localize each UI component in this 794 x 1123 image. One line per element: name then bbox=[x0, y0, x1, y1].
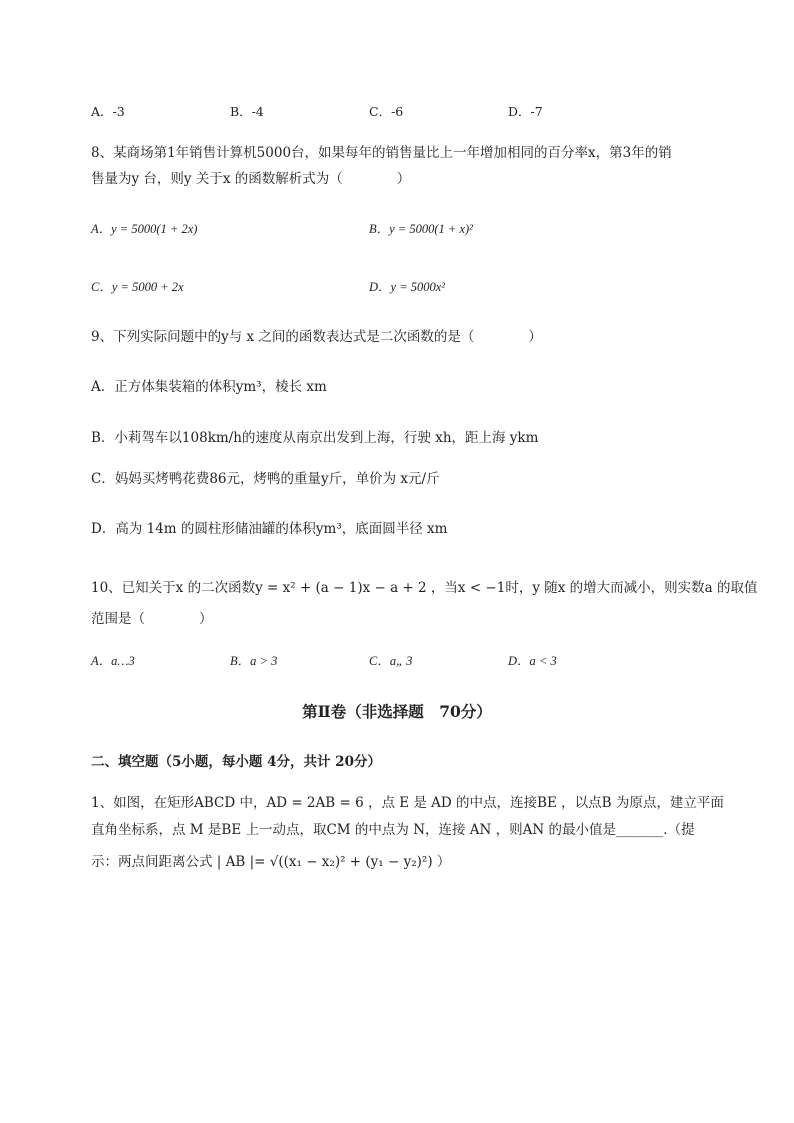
fill1-line3: 示：两点间距离公式 | AB |= √((x₁ − x₂)² + (y₁ − y₂)²) ） bbox=[91, 854, 451, 870]
q8-stem-line1: 8、某商场第1年销售计算机5000台，如果每年的销售量比上一年增加相同的百分率x，第3年的销 bbox=[91, 145, 672, 161]
q7-option-b: B．-4 bbox=[230, 104, 264, 119]
q9-option-c: C．妈妈买烤鸭花费86元，烤鸭的重量y斤，单价为 x元/斤 bbox=[91, 471, 440, 487]
q10-option-a: A．a…3 bbox=[91, 654, 135, 668]
q9-option-a: A．正方体集装箱的体积ym³，棱长 xm bbox=[91, 379, 327, 395]
q10-option-c: C．a„ 3 bbox=[369, 654, 413, 668]
q10-option-b: B．a > 3 bbox=[230, 654, 278, 668]
section2-heading: 二、填空题（5小题，每小题 4分，共计 20分） bbox=[91, 754, 381, 770]
q10-stem-line1: 10、已知关于x 的二次函数y = x² + (a − 1)x − a + 2 ，当x < −1时，y 随x 的增大而减小，则实数a 的取值 bbox=[91, 580, 758, 596]
q7-option-a: A．-3 bbox=[91, 104, 125, 119]
q8-option-b: B．y = 5000(1 + x)² bbox=[369, 222, 473, 236]
q7-option-d: D．-7 bbox=[508, 104, 543, 119]
q8-stem-line2: 售量为y 台，则y 关于x 的函数解析式为（ ） bbox=[91, 171, 411, 187]
q10-stem-line2: 范围是（ ） bbox=[91, 611, 213, 627]
q9-stem: 9、下列实际问题中的y与 x 之间的函数表达式是二次函数的是（ ） bbox=[91, 329, 542, 345]
fill1-line2: 直角坐标系，点 M 是BE 上一动点，取CM 的中点为 N，连接 AN ，则AN 的最小值是_______.（提 bbox=[91, 822, 695, 838]
part2-title: 第Ⅱ卷（非选择题 70分） bbox=[302, 702, 492, 721]
fill1-line1: 1、如图，在矩形ABCD 中，AD = 2AB = 6 ，点 E 是 AD 的中点，连接BE ，以点B 为原点，建立平面 bbox=[91, 795, 724, 811]
q7-option-c: C．-6 bbox=[369, 104, 404, 119]
q10-option-d: D．a < 3 bbox=[508, 654, 557, 668]
q8-option-c: C．y = 5000 + 2x bbox=[91, 280, 184, 294]
q8-option-d: D．y = 5000x² bbox=[369, 280, 446, 294]
q9-option-b: B．小莉驾车以108km/h的速度从南京出发到上海，行驶 xh，距上海 ykm bbox=[91, 430, 539, 446]
q8-option-a: A．y = 5000(1 + 2x) bbox=[91, 222, 198, 236]
q9-option-d: D．高为 14m 的圆柱形储油罐的体积ym³，底面圆半径 xm bbox=[91, 521, 448, 537]
